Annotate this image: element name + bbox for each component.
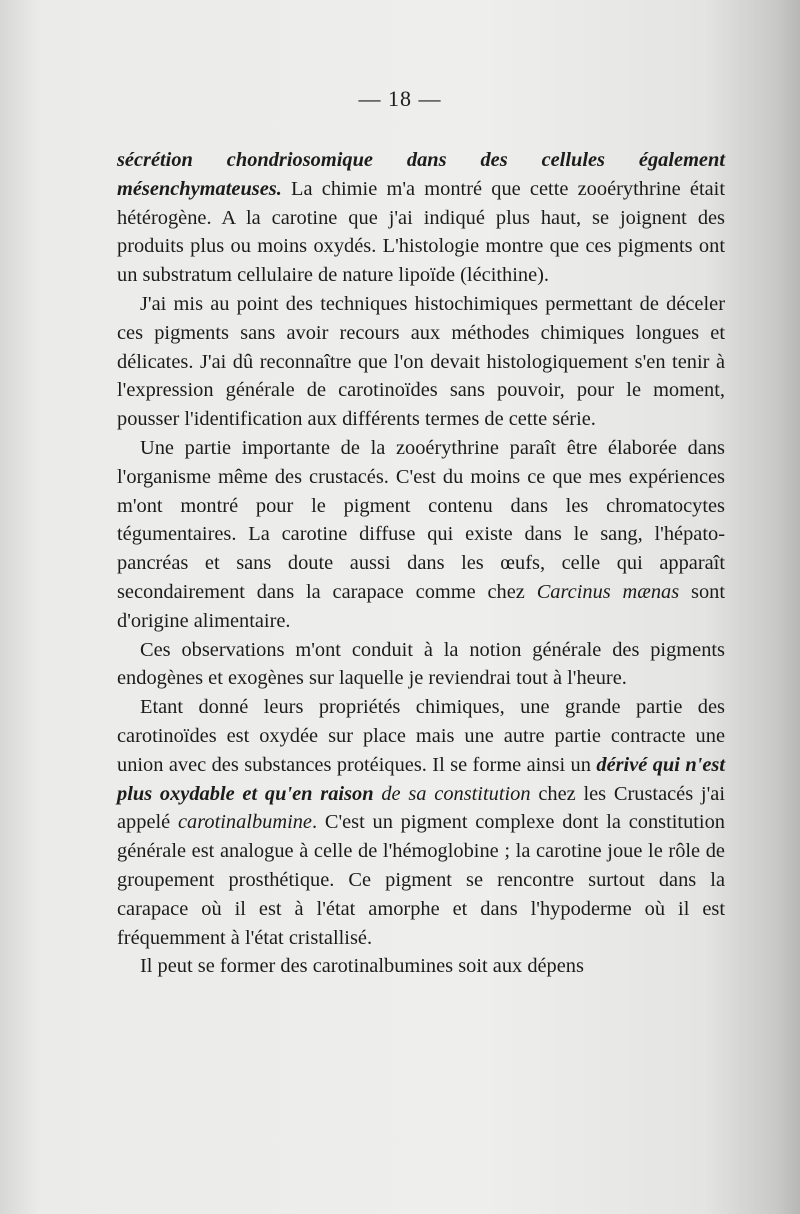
paragraph xyxy=(117,146,725,290)
text-run: dérivé qui n'est plus oxydable et qu'en raison xyxy=(117,753,726,805)
text-run: sont d'origine alimentaire. xyxy=(117,580,726,632)
page-number: — 18 — xyxy=(358,86,442,111)
paragraph xyxy=(117,952,725,981)
text-run: Etant donné leurs propriétés chimiques, une grande partie des carotinoïdes est oxydée sur place mais une autre partie contracte une union avec des substances protéiques. Il se forme ainsi un xyxy=(117,696,725,776)
text-run: Ces observations m'ont conduit à la notion générale des pigments endogènes et exogènes sur laquelle je reviendrai tout à l'heure. xyxy=(117,638,725,690)
text-run: Il peut se former des carotinalbumines soit aux dépens xyxy=(140,955,584,978)
paragraph xyxy=(117,693,725,952)
text-run: chez les Crustacés j'ai appelé xyxy=(117,782,725,834)
text-run: sécrétion chondriosomique dans des cellules également mésenchymateuses. xyxy=(117,149,725,200)
paragraph xyxy=(117,290,725,434)
text-run: La chimie m'a montré que cette zooérythrine était hétérogène. A la carotine que j'ai indiqué plus haut, se joignent des produits plus ou moins oxydés. L'histologie montre que ces pigments ont un substratum cellulaire de nature lipoïde (lécithine). xyxy=(117,177,725,287)
text-run: carotinalbumine xyxy=(177,811,312,834)
body-text xyxy=(117,146,725,981)
text-run: de sa constitution xyxy=(381,782,531,805)
paragraph xyxy=(117,636,725,694)
paragraph xyxy=(117,434,725,636)
text-run: . C'est un pigment complexe dont la constitution générale est analogue à celle de l'hémoglobine ; la carotine joue le rôle de groupement prosthétique. Ce pigment se rencontre surtout dans la carapace où il est à l'état amorphe et dans l'hypoderme où il est fréquemment à l'état cristallisé. xyxy=(117,811,725,949)
text-run: J'ai mis au point des techniques histochimiques permettant de déceler ces pigments sans avoir recours aux méthodes chimiques longues et délicates. J'ai dû reconnaître que l'on devait histologiquement s'en tenir à l'expression générale de carotinoïdes sans pouvoir, pour le moment, pousser l'identification aux différents termes de cette série. xyxy=(117,292,725,431)
text-run: Une partie importante de la zooérythrine paraît être élaborée dans l'organisme même des crustacés. C'est du moins ce que mes expériences m'ont montré pour le pigment contenu dans les chromatocytes tégumentaires. La carotine diffuse qui existe dans le sang, l'hépato-pancréas et sans doute aussi dans les œufs, celle qui apparaît secondairement dans la carapace comme chez xyxy=(117,436,725,603)
text-run: Carcinus mænas xyxy=(536,580,680,603)
